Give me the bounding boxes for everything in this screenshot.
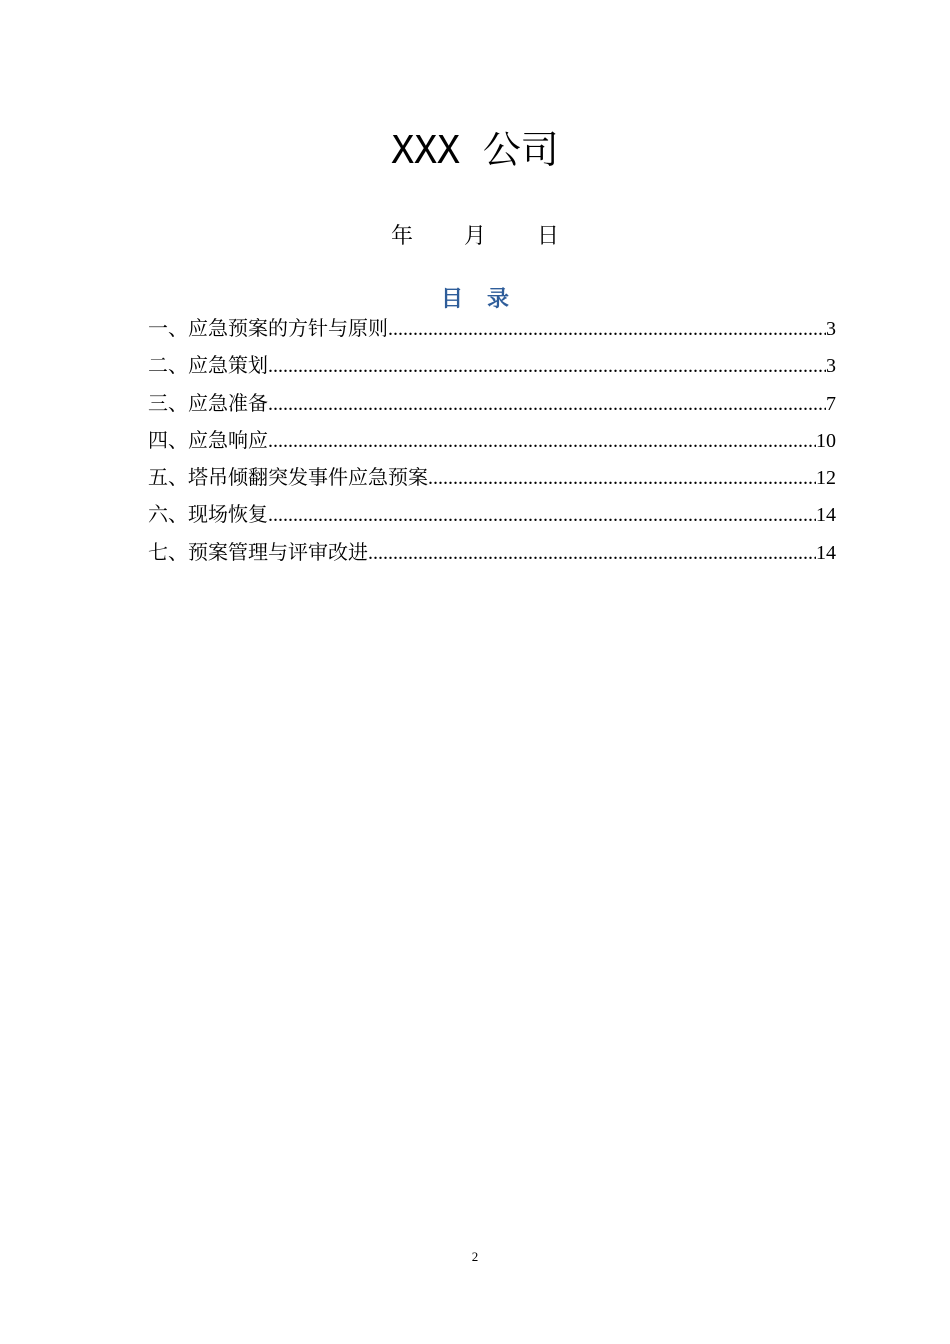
toc-entry-title: 五、塔吊倾翻突发事件应急预案 [148, 465, 428, 490]
toc-entry-title: 一、应急预案的方针与原则 [148, 316, 388, 340]
toc-entry-page: 10 [816, 429, 836, 452]
table-of-contents [148, 313, 836, 574]
toc-dot-leader [388, 314, 826, 344]
toc-dot-leader [268, 389, 826, 419]
toc-entry-title: 七、预案管理与评审改进 [148, 539, 368, 564]
toc-entry[interactable] [148, 350, 836, 387]
date-line [0, 222, 950, 252]
toc-entry-title: 二、应急策划 [148, 353, 268, 378]
date-month-label: 月 [463, 224, 486, 249]
toc-entry-page: 14 [816, 541, 836, 564]
date-day-label: 日 [537, 224, 560, 249]
toc-entry[interactable] [148, 313, 836, 350]
toc-dot-leader [268, 500, 816, 530]
toc-dot-leader [268, 426, 816, 456]
toc-entry-title: 六、现场恢复 [148, 502, 268, 527]
toc-entry[interactable] [148, 462, 836, 499]
toc-entry-page: 12 [816, 467, 836, 490]
toc-entry[interactable] [148, 425, 836, 462]
toc-dot-leader [428, 463, 816, 493]
toc-dot-leader [368, 538, 816, 568]
toc-heading: 目录 [440, 287, 533, 312]
toc-entry[interactable] [148, 537, 836, 574]
date-year-label: 年 [390, 224, 413, 249]
company-title: XXX 公司 [391, 128, 559, 172]
toc-entry-page: 3 [826, 355, 836, 378]
toc-entry-page: 7 [826, 392, 836, 415]
toc-entry[interactable] [148, 499, 836, 536]
toc-entry-title: 三、应急准备 [148, 390, 268, 415]
toc-entry-title: 四、应急响应 [148, 427, 268, 452]
toc-dot-leader [268, 351, 826, 381]
toc-entry-page: 3 [826, 318, 836, 340]
toc-entry[interactable] [148, 388, 836, 425]
toc-entry-page: 14 [816, 504, 836, 527]
page-number: 2 [471, 1249, 479, 1264]
